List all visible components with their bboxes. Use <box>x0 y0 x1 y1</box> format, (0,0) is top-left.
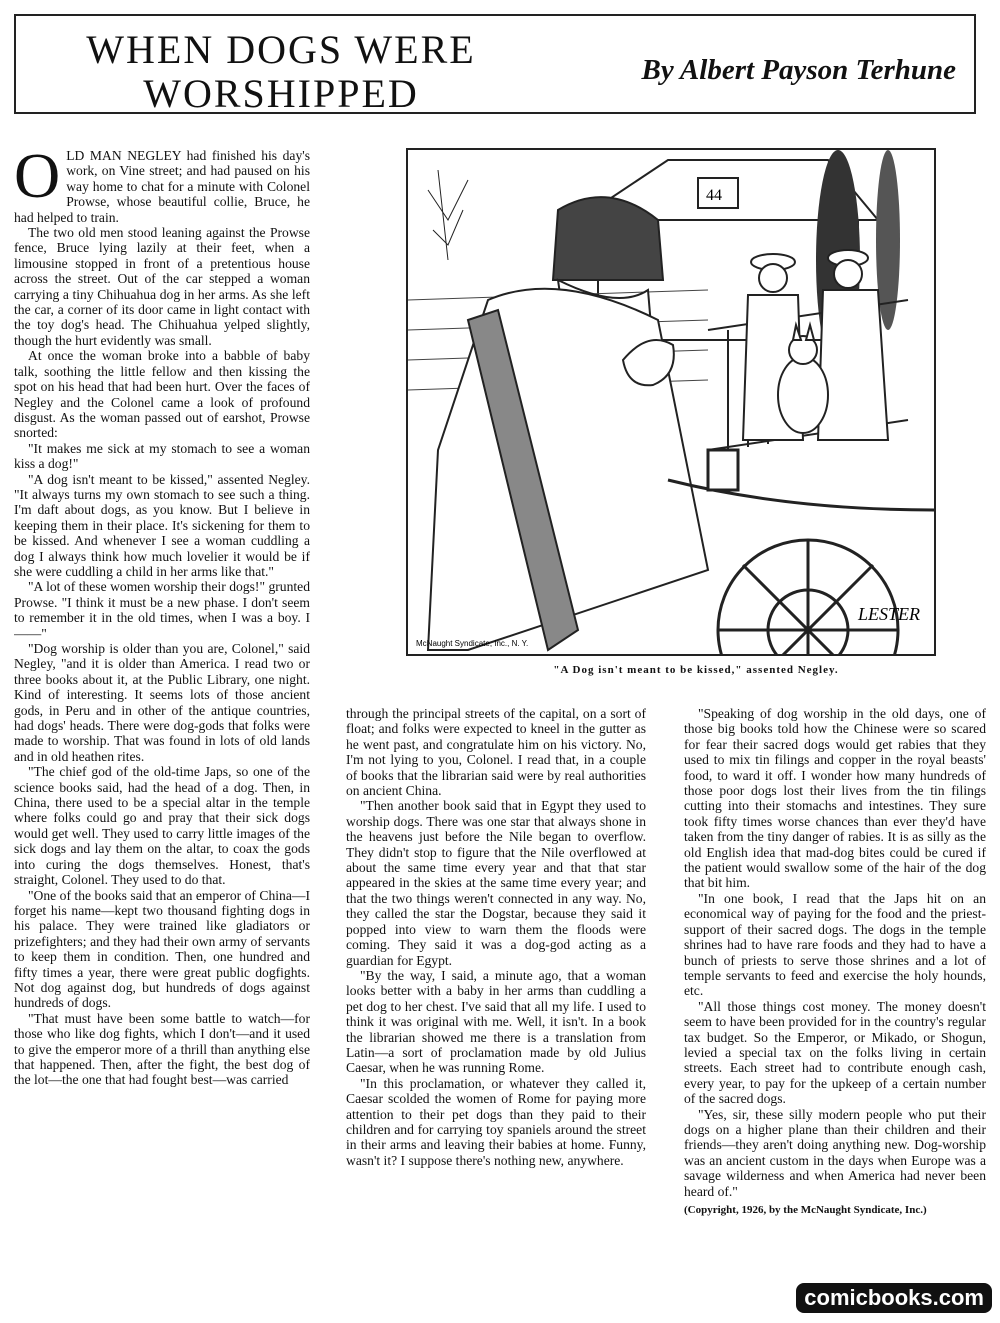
illustration-drawing <box>408 150 934 654</box>
illustration-caption: "A Dog isn't meant to be kissed," assented Negley. <box>553 664 839 676</box>
paragraph: "A dog isn't meant to be kissed," assented Negley. "It always turns my own stomach to see such a thing. I'm daft about dogs, as you know. But I believe in keeping them in their place. It's sickening for them to be kissed. And whenever I see a woman cuddling a dog I always think how much lovelier it would be if she were cuddling a child in her arms like that." <box>14 471 310 579</box>
text-column-3 <box>684 706 986 1306</box>
paragraph: At once the woman broke into a babble of baby talk, soothing the little fellow and then kissing the spot on his head that had been hurt. Over the faces of Negley and the Colonel came a look of profound disgust. As the woman passed out of earshot, Prowse snorted: <box>14 348 310 441</box>
paragraph: LD MAN NEGLEY had finished his day's work, on Vine street; and had paused on his way home to chat for a minute with Colonel Prowse, whose beautiful collie, Bruce, he had helped to train. <box>14 148 310 225</box>
paragraph: "In this proclamation, or whatever they called it, Caesar scolded the women of Rome for paying more attention to their pet dogs than they paid to their children and for carrying toy spaniels around the street in their arms and leaving their babies at home. Funny, wasn't it? I suppose there's nothing new, anywhere. <box>346 1075 646 1168</box>
article-title: WHEN DOGS WERE WORSHIPPED <box>86 27 476 116</box>
paragraph: "Yes, sir, these silly modern people who put their dogs on a higher plane than their children and their friends—they aren't doing anything new. Dog-worship was an ancient custom in the days when Europe was a savage wilderness and when America had never been heard of." <box>684 1106 986 1199</box>
paragraph: "That must have been some battle to watch—for those who like dog fights, which I don't—and it used to give the emperor more of a thrill than anything else that happened. Then, after the fight, the best dog of the lot—the one that had fought best—was carried <box>14 1010 310 1088</box>
house-number: 44 <box>706 187 722 204</box>
text-column-2 <box>346 706 646 1306</box>
paragraph: "By the way, I said, a minute ago, that a woman looks better with a baby in her arms than cuddling a pet dog to her chest. I've said that all my life. I used to think it was original with me. Well, it isn't. In a book the librarian showed me there is a translation from Latin—a sort of proclamation made by old Julius Caesar, when he was running Rome. <box>346 967 646 1076</box>
site-watermark: comicbooks.com <box>796 1283 992 1313</box>
article-header <box>14 14 976 114</box>
copyright-notice: (Copyright, 1926, by the McNaught Syndicate, Inc.) <box>684 1204 927 1216</box>
paragraph: "All those things cost money. The money doesn't seem to have been provided for in the country's regular tax budget. So the Emperor, or Mikado, or Shogun, levied a special tax on the folks living in certain streets. Each street had to contribute enough cash, every year, to pay for the upkeep of a certain number of the sacred dogs. <box>684 998 986 1107</box>
paragraph: "In one book, I read that the Japs hit on an economical way of paying for the food and the priest-support of their sacred dogs. The dogs in the temple shrines had to have rare foods and they had to have a bunch of priests to serve those shrines and a lot of temple servants to feed and exercise the holy hounds, etc. <box>684 890 986 999</box>
artist-signature: LESTER <box>858 604 921 624</box>
syndicate-credit: McNaught Syndicate, Inc., N. Y. <box>416 639 529 648</box>
paragraph: through the principal streets of the capital, on a sort of float; and folks were expected to kneel in the gutter as he went past, and congratulate him on his victory. No, I'm not lying to you, Colonel. I read that, in a couple of books that the librarian said were by real authorities on ancient China. <box>346 706 646 799</box>
paragraph: "Dog worship is older than you are, Colonel," said Negley, "and it is older than America. I read two or three books about it, at the Public Library, one night. Kind of interesting. It seems lots of those ancient gods, in Peru and in other of the antique countries, had dogs' heads. There were dog-gods that folks were made to worship. That was found in lots of old lands and in old heathen rites. <box>14 641 310 764</box>
paragraph: "Speaking of dog worship in the old days, one of those big books told how the Chinese were so scared for fear their sacred dogs would get rabies that they used to mix tin filings and copper in the royal beasts' food, to ward it off. I wonder how many hundreds of those poor dogs lost their lives from the tin filings cutting into their stomachs and intestines. They sure took fifty times worse chances than ever they'd have taken from the tiny danger of rabies. It is as silly as the old English idea that mad-dog bites could be cured if the patient would swallow some of the hair of the dog that bit him. <box>684 706 986 891</box>
paragraph: "Then another book said that in Egypt they used to worship dogs. There was one star that always shone in the heavens just before the Nile began to overflow. They didn't stop to figure that the Nile overflowed at about the same time every year and that that star appeared in the skies at the same time every year; and that the two things weren't connected in any way. No, they called the star the Dogstar, because they said it popped into view to warn them the floods were coming. They said it was a dog-god acting as a guardian for Egypt. <box>346 798 646 968</box>
paragraph: "The chief god of the old-time Japs, so one of the science books said, had the head of a dog. Then, in China, there used to be a special altar in the temple where folks could go and pray that their sick dogs would get well. They used to carry little images of the sick dogs and lay them on the altar, to coax the gods into curing the dogs themselves. Honest, that's straight, Colonel. They used to do that. <box>14 764 310 888</box>
text-column-1 <box>14 148 310 1308</box>
illustration <box>406 148 936 656</box>
paragraph: The two old men stood leaning against the Prowse fence, Bruce lying lazily at their feet, when a limousine stopped in front of a pretentious house across the street. Out of the car stepped a woman carrying a tiny Chihuahua dog in her arms. As she left the car, a corner of its door came in light contact with the toy dog's head. The Chihuahua yelped slightly, though the hurt evidently was small. <box>14 225 310 348</box>
paragraph: "It makes me sick at my stomach to see a woman kiss a dog!" <box>14 440 310 472</box>
paragraph: "One of the books said that an emperor of China—I forget his name—kept two thousand fighting dogs in his palace. They were trained like gladiators or prizefighters; and they had their own army of servants to keep them in condition. Then, one hundred and fifty times a year, there were great public dogfights. Not dog against dog, but hundreds of dogs against hundreds of dogs. <box>14 887 310 1011</box>
drop-cap: O <box>14 148 61 211</box>
paragraph: "A lot of these women worship their dogs!" grunted Prowse. "I think it must be a new phase. I don't seem to remember it in the old times, when I was a boy. I——" <box>14 579 310 641</box>
article-byline: By Albert Payson Terhune <box>641 54 956 86</box>
